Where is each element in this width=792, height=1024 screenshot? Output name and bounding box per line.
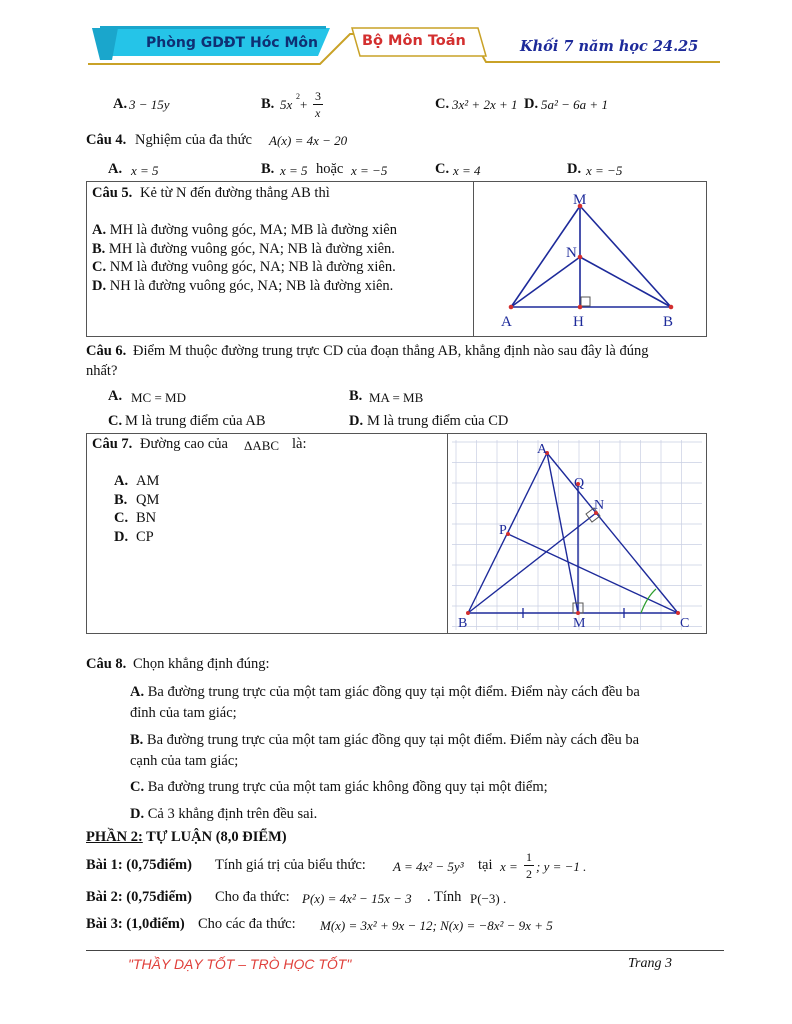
q3-c-label: C. (435, 96, 450, 112)
footer-page-number: Trang 3 (628, 956, 672, 971)
q3-d-expr: 5a² − 6a + 1 (541, 97, 608, 112)
q7-fig-label-a: A (537, 442, 548, 457)
q7-fig-label-q: Q (574, 476, 585, 491)
q3-a-expr: 3 − 15y (129, 97, 170, 112)
bai1-x-num: 1 (526, 850, 532, 864)
q8-option-b: B. Ba đường trung trực của một tam giác đồng quy tại một điểm. Điểm này cách đều ba cạnh của tam giác; (130, 732, 640, 769)
q5-option-a: A. MH là đường vuông góc, MA; MB là đường xiên (92, 222, 397, 238)
bai1-fraction-bar (524, 865, 534, 866)
q5-fig-label-m: M (573, 192, 587, 208)
q7-fig-label-c: C (680, 616, 690, 631)
q7-expr: ΔABC (244, 438, 280, 453)
q8-text: Chọn khẳng định đúng: (133, 656, 270, 672)
q7-fig-label-p: P (499, 523, 507, 538)
bai3-text: Cho các đa thức: (198, 916, 296, 932)
q6-b-label: B. (349, 388, 363, 404)
bai2-eval: P(−3) . (470, 891, 507, 906)
q5-options (92, 221, 397, 295)
q4-c-label: C. (435, 161, 450, 177)
q3-b-num: 3 (315, 89, 321, 103)
q4-d: x = −5 (586, 163, 623, 178)
q5-fig-label-n: N (566, 245, 577, 261)
part2-subtitle: TỰ LUẬN (8,0 ĐIỂM) (146, 829, 287, 845)
q4-expr: A(x) = 4x − 20 (269, 133, 348, 148)
header-office: Phòng GDĐT Hóc Môn (146, 35, 318, 51)
q5-option-d: D. NH là đường vuông góc, NA; NB là đường xiên. (92, 277, 394, 294)
footer-divider (86, 950, 724, 951)
q4-b-label: B. (261, 161, 275, 177)
q4-b2: x = −5 (351, 163, 388, 178)
bai1-text: Tính giá trị của biểu thức: (215, 857, 366, 873)
bai3-expr: M(x) = 3x² + 9x − 12; N(x) = −8x² − 9x + 5 (320, 918, 553, 933)
q3-b-label: B. (261, 96, 275, 112)
q3-d-label: D. (524, 96, 539, 112)
bai2-text: Cho đa thức: (215, 889, 290, 905)
q7-option-a: A. AM (114, 473, 160, 489)
q7-text: Đường cao của (140, 436, 228, 452)
bai1-label: Bài 1: (0,75điểm) (86, 857, 192, 873)
bai1-at: tại (478, 857, 493, 873)
bai1-x-pre: x = (500, 859, 518, 874)
q8-option-c: C. Ba đường trung trực của một tam giác không đồng quy tại một điểm; (130, 779, 548, 795)
q5-option-c: C. NM là đường vuông góc, NA; NB là đường xiên. (92, 259, 396, 275)
q4-a-label: A. (108, 161, 123, 177)
bai1-x-den: 2 (526, 867, 532, 881)
q5-option-b: B. MH là đường vuông góc, NA; NB là đường xiên. (92, 240, 395, 257)
q4-d-label: D. (567, 161, 582, 177)
q3-b-den: x (315, 106, 321, 120)
bai2-expr: P(x) = 4x² − 15x − 3 (302, 891, 412, 906)
q6-d: M là trung điểm của CD (367, 413, 509, 429)
q7-grid-figure (448, 434, 706, 633)
q4-text: Nghiệm của đa thức (135, 132, 252, 148)
q4-label: Câu 4. (86, 132, 127, 148)
q3-c-expr: 3x² + 2x + 1 (452, 97, 518, 112)
q7-option-d: D. CP (114, 528, 154, 545)
q6-label: Câu 6. (86, 343, 127, 359)
q3-b-plus: + (300, 97, 308, 112)
part2-heading (86, 829, 287, 846)
q7-suffix: là: (292, 436, 307, 452)
q7-options (114, 472, 159, 546)
q6-b: MA = MB (369, 390, 424, 405)
q5-label: Câu 5. (92, 185, 133, 201)
q7-option-c: C. BN (114, 510, 157, 526)
q6-c-label: C. (108, 413, 123, 429)
q3-b-fraction-bar (313, 104, 323, 105)
bai2-tail: . Tính (427, 889, 462, 905)
q5-triangle-figure (474, 182, 706, 336)
q5-fig-label-h: H (573, 314, 584, 330)
header-department: Bộ Môn Toán (362, 33, 466, 49)
q7-fig-label-n: N (594, 498, 605, 513)
q6-d-label: D. (349, 413, 364, 429)
bai1-y-part: ; y = −1 . (536, 859, 587, 874)
footer-slogan: "THẦY DẠY TỐT – TRÒ HỌC TỐT" (128, 956, 352, 972)
q4-b-or: hoặc (316, 161, 344, 177)
bai2-label: Bài 2: (0,75điểm) (86, 889, 192, 905)
q7-fig-label-m: M (573, 616, 586, 631)
q6-c: M là trung điểm của AB (125, 413, 266, 429)
q6-a-label: A. (108, 388, 123, 404)
header-grade: Khối 7 năm học 24.25 (520, 38, 699, 55)
bai1-expr: A = 4x² − 5y³ (393, 859, 464, 874)
q8-label: Câu 8. (86, 656, 127, 672)
q6-a: MC = MD (131, 390, 187, 405)
q4-b1: x = 5 (280, 163, 308, 178)
part2-title: PHẦN 2: (86, 829, 143, 845)
q4-c: x = 4 (453, 163, 481, 178)
q6-text-line1: Điểm M thuộc đường trung trực CD của đoạn thẳng AB, khẳng định nào sau đây là đúng (133, 343, 649, 359)
q7-label: Câu 7. (92, 436, 133, 452)
q3-b-expr-pre: 5x (280, 97, 293, 112)
q5-fig-label-a: A (501, 314, 512, 330)
q3-b-exp: 2 (296, 92, 300, 101)
q5-fig-label-b: B (663, 314, 674, 330)
q3-a-label: A. (113, 96, 128, 112)
q4-a: x = 5 (131, 163, 159, 178)
q7-fig-label-b: B (458, 616, 468, 631)
bai3-label: Bài 3: (1,0điểm) (86, 916, 185, 932)
q6-text-line2: nhất? (86, 363, 118, 379)
q8-option-d: D. Cả 3 khẳng định trên đều sai. (130, 806, 318, 822)
q5-text: Kẻ từ N đến đường thẳng AB thì (140, 185, 330, 201)
q7-option-b: B. QM (114, 491, 160, 508)
page-header (0, 0, 792, 78)
q8-option-a: A. Ba đường trung trực của một tam giác đồng quy tại một điểm. Điểm này cách đều ba đỉnh của tam giác; (130, 684, 640, 721)
